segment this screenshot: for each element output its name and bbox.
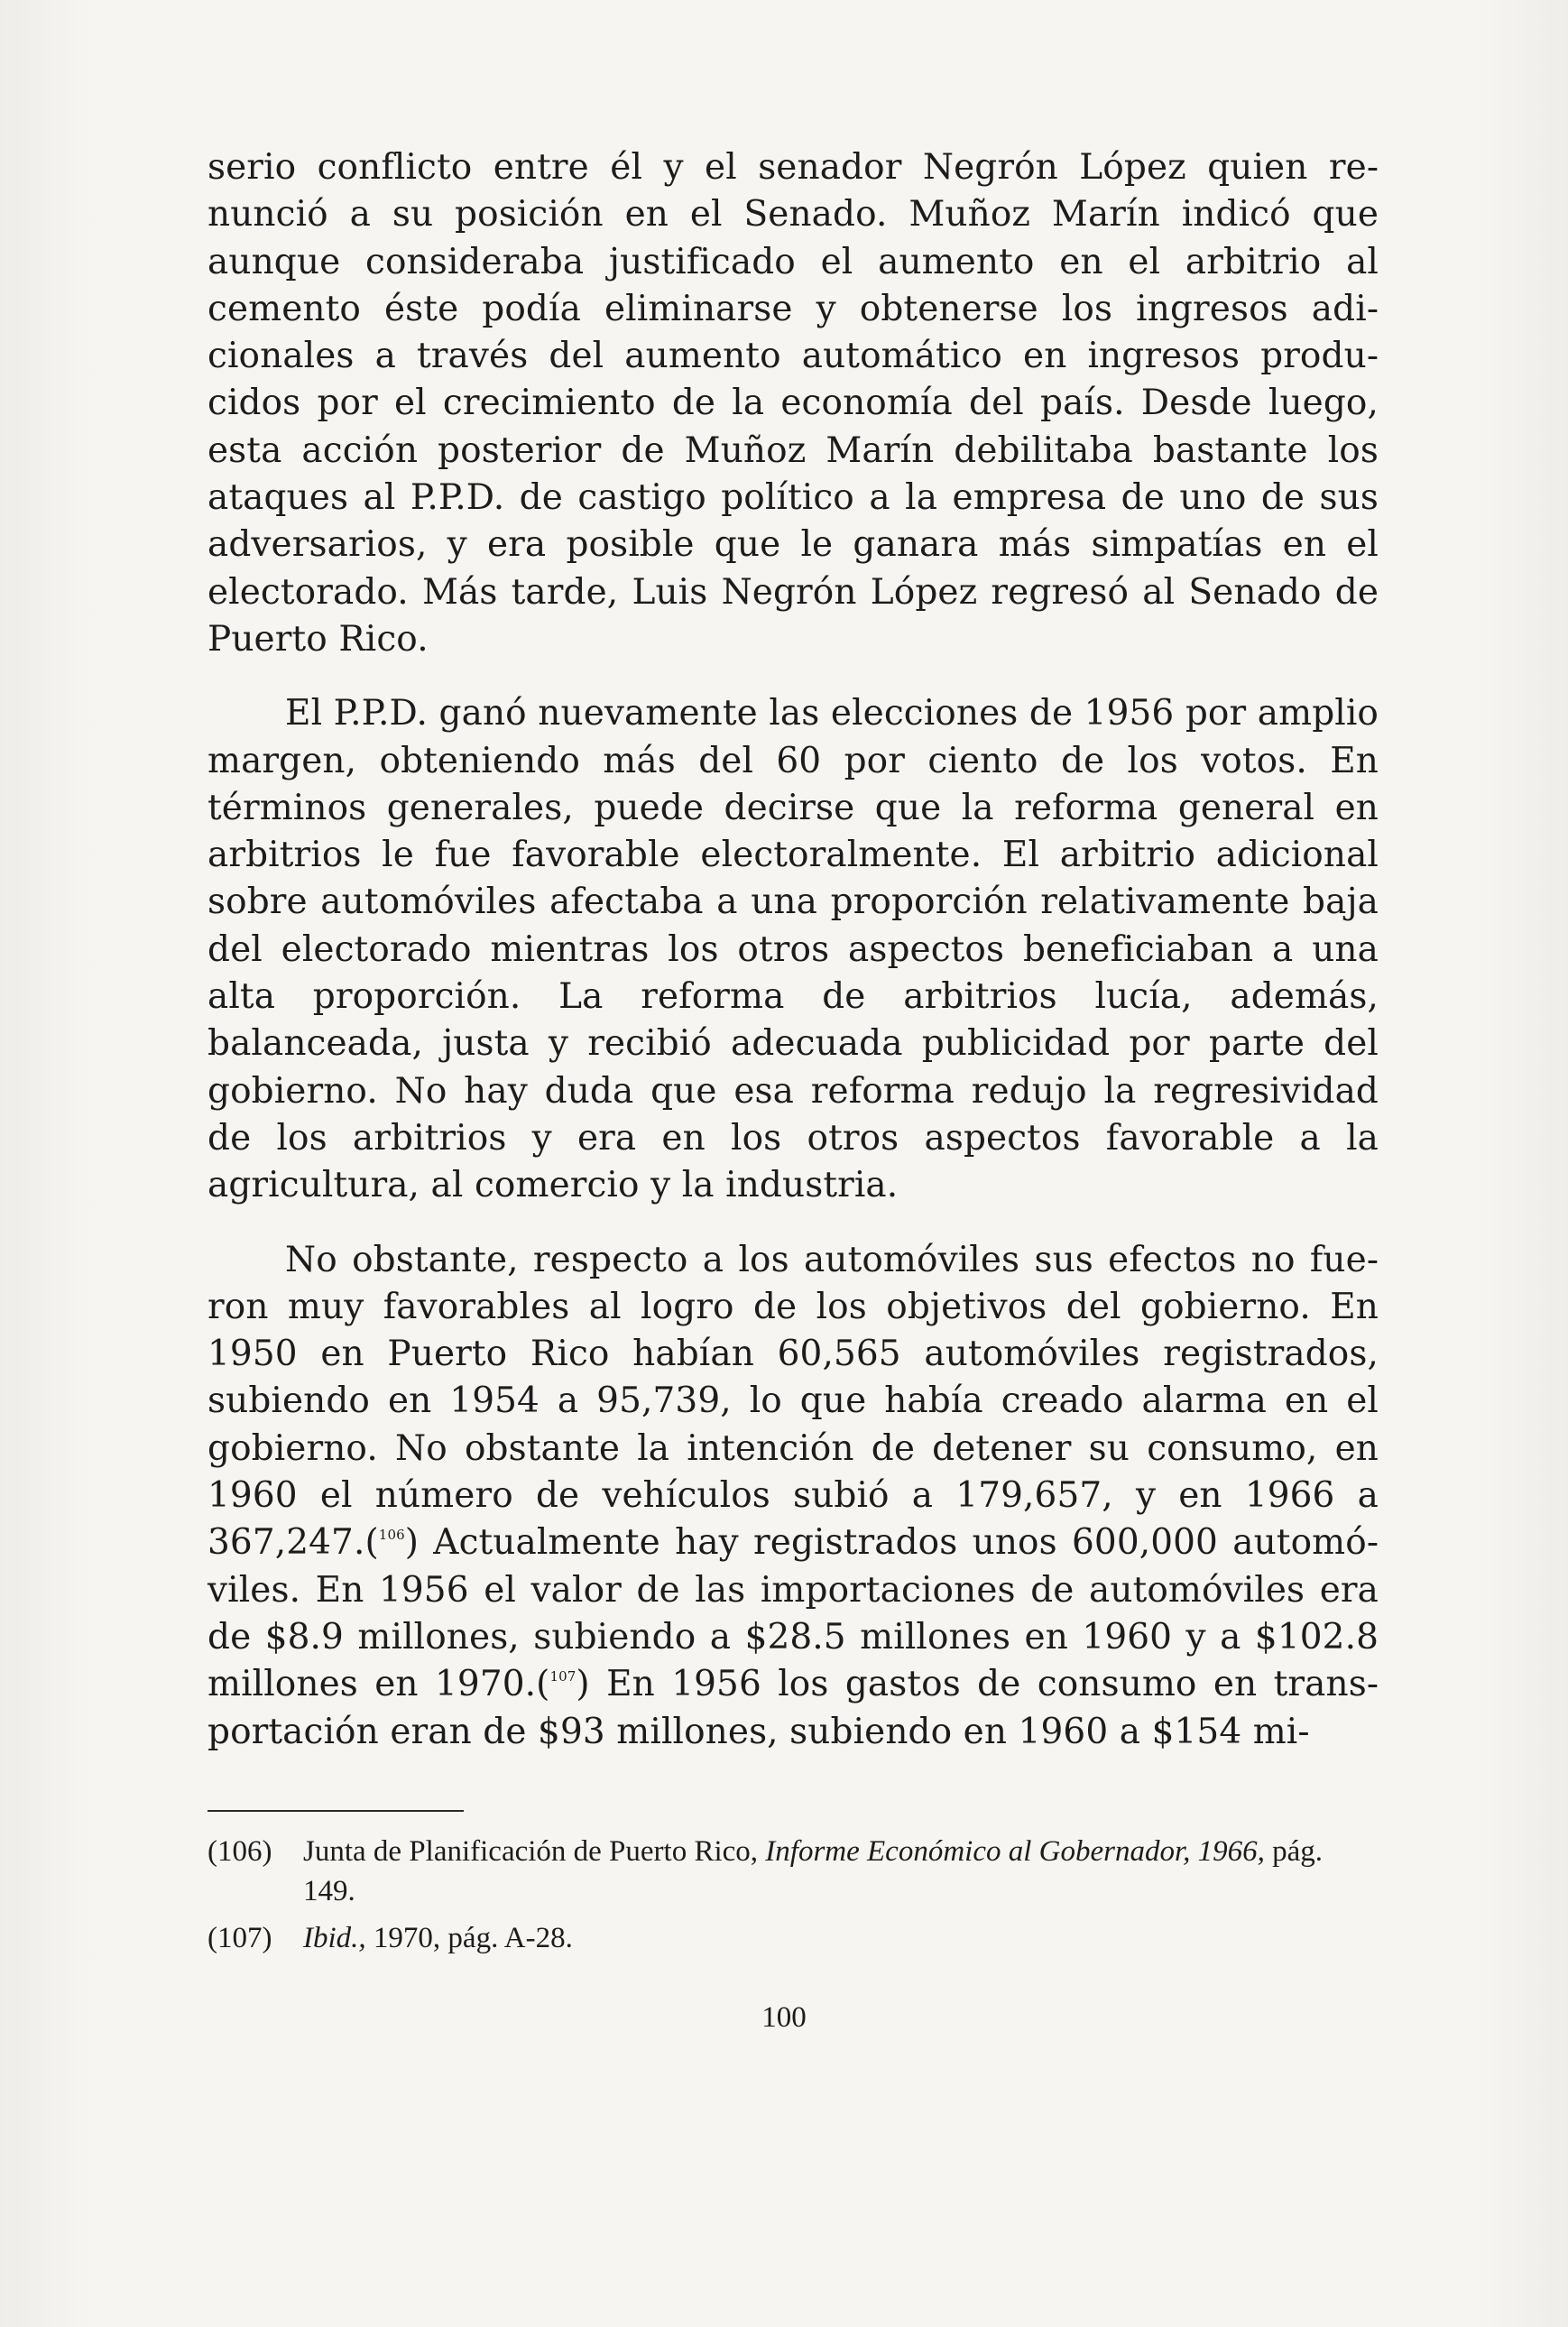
paragraph-3-part-3: ) En 1956 los gastos de consumo en transportación eran de $93 millones, subiendo en 1960 a $154 mi- (208, 1664, 1379, 1752)
footnote-source: Junta de Planificación de Puerto Rico, (303, 1835, 766, 1868)
footnote-title: Ibid., (303, 1922, 366, 1954)
footnote-107 (208, 1918, 1379, 1958)
footnote-title: Informe Económico al Gobernador, 1966, (765, 1835, 1265, 1868)
body-text (208, 144, 1379, 1756)
footnote-ref-106: 106 (378, 1527, 405, 1544)
footnote-number: (106) (208, 1835, 272, 1868)
footnote-106 (208, 1832, 1379, 1911)
paragraph-2: El P.P.D. ganó nuevamente las elecciones de 1956 por amplio margen, obteniendo más del 60 por ciento de los votos. En términos generales, puede decirse que la reforma general en arbitrios le fue favorable electoralmente. El arbitrio adicional sobre automóviles afectaba a una proporción relativamente baja del electorado mientras los otros aspectos beneficiaban a una alta proporción. La reforma de arbitrios lucía, además, balanceada, justa y recibió adecuada publicidad por parte del gobierno. No hay duda que esa reforma redujo la regresividad de los arbitrios y era en los otros aspectos favorable a la agricultura, al comercio y la industria. (208, 693, 1379, 1206)
footnote-text (303, 1832, 1379, 1911)
footnote-number: (107) (208, 1922, 272, 1954)
paragraph-3-part-2: ) Actualmente hay registrados unos 600,000 automóviles. En 1956 el valor de las importaciones de automóviles era de $8.9 millones, subiendo a $28.5 millones en 1960 y a $102.8 millones en 1970.( (208, 1522, 1379, 1705)
footnotes (208, 1832, 1379, 1965)
paragraph-3-part-1: No obstante, respecto a los automóviles sus efectos no fueron muy favorables al logro de los objetivos del gobierno. En 1950 en Puerto Rico habían 60,565 automóviles registrados, subiendo en 1954 a 95,739, lo que había creado alarma en el gobierno. No obstante la intención de detener su consumo, en 1960 el número de vehículos subió a 179,657, y en 1966 a 367,247.( (208, 1239, 1379, 1564)
footnote-separator (208, 1810, 464, 1812)
footnote-ref-107: 107 (549, 1668, 576, 1685)
paragraph-3 (208, 1237, 1379, 1756)
paragraph-1: serio conflicto entre él y el senador Negrón López quien renunció a su posición en el Senado. Muñoz Marín indicó que aunque consideraba justificado el aumento en el arbitrio al cemento éste podía eliminarse y obtenerse los ingresos adicionales a través del aumento automático en ingresos producidos por el crecimiento de la economía del país. Desde luego, esta acción posterior de Muñoz Marín debilitaba bastante los ataques al P.P.D. de castigo político a la empresa de uno de sus adversarios, y era posible que le ganara más simpatías en el electorado. Más tarde, Luis Negrón López regresó al Senado de Puerto Rico. (208, 147, 1379, 660)
page-number: 100 (761, 2001, 807, 2034)
footnote-page: pág. 149. (303, 1835, 1324, 1907)
footnote-text (303, 1918, 1379, 1958)
footnote-page: 1970, pág. A-28. (365, 1922, 573, 1954)
